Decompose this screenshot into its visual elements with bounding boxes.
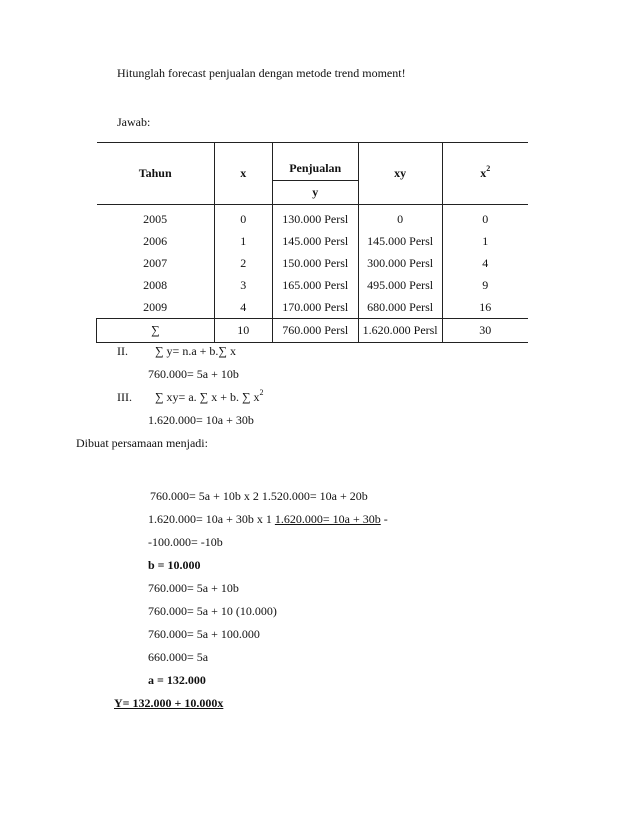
step-2-underlined: 1.620.000= 10a + 30b (274, 512, 381, 526)
table-row (97, 296, 529, 319)
cell-x2: 4 (482, 255, 489, 270)
cell-y: 145.000 Persl (272, 230, 358, 252)
cell-x2: 16 (479, 299, 492, 314)
cell-x2: 9 (482, 277, 489, 292)
sum-y: 760.000 Persl (272, 319, 358, 343)
equation-number-ii: II. (117, 344, 128, 358)
table-row (97, 252, 529, 274)
cell-x: 4 (214, 296, 272, 319)
cell-xy: 680.000 Persl (358, 296, 442, 319)
sum-xy: 1.620.000 Persl (358, 319, 442, 343)
equation-ii-substituted: 760.000= 5a + 10b (148, 367, 239, 381)
step-4-b-value: b = 10.000 (148, 558, 201, 572)
header-y: y (272, 181, 358, 205)
equation-ii: ∑ y= n.a + b.∑ x (155, 344, 236, 358)
cell-tahun: 2006 (97, 230, 215, 252)
header-xy: xy (358, 143, 442, 205)
final-equation: Y= 132.000 + 10.000x (114, 696, 224, 710)
step-3: -100.000= -10b (148, 535, 223, 549)
cell-xy: 0 (358, 205, 442, 231)
cell-x2: 1 (482, 233, 489, 248)
table-row (97, 230, 529, 252)
equation-iii: ∑ xy= a. ∑ x + b. ∑ $x^2$ (155, 388, 264, 404)
header-x: x (214, 143, 272, 205)
cell-tahun: 2008 (97, 274, 215, 296)
table-row (97, 205, 529, 231)
step-2: 1.620.000= 10a + 30b x 1 1.620.000= 10a + 30b - (148, 512, 388, 526)
answer-label: Jawab: (117, 115, 151, 129)
equation-number-iii: III. (117, 390, 132, 404)
cell-tahun: 2005 (97, 205, 215, 231)
cell-x: 3 (214, 274, 272, 296)
header-penjualan: Penjualan (272, 143, 358, 181)
table-sum-row (97, 319, 529, 343)
step-8: 660.000= 5a (148, 650, 209, 664)
table-row (97, 274, 529, 296)
derived-label: Dibuat persamaan menjadi: (76, 436, 208, 450)
cell-x: 2 (214, 252, 272, 274)
cell-x: 1 (214, 230, 272, 252)
sum-x: 10 (214, 319, 272, 343)
cell-xy: 495.000 Persl (358, 274, 442, 296)
header-tahun: Tahun (97, 143, 215, 205)
cell-x: 0 (214, 205, 272, 231)
sum-tahun: ∑ (97, 319, 215, 343)
intro-text: Hitunglah forecast penjualan dengan metode trend moment! (117, 66, 406, 80)
step-9-a-value: a = 132.000 (148, 673, 206, 687)
header-x2: $x^2$ (442, 143, 528, 205)
cell-xy: 300.000 Persl (358, 252, 442, 274)
step-6: 760.000= 5a + 10 (10.000) (148, 604, 277, 618)
trend-table (96, 142, 528, 343)
cell-y: 130.000 Persl (272, 205, 358, 231)
cell-x2: 0 (482, 211, 489, 226)
step-5: 760.000= 5a + 10b (148, 581, 239, 595)
cell-y: 170.000 Persl (272, 296, 358, 319)
sum-x2: 30 (442, 319, 528, 343)
cell-y: 150.000 Persl (272, 252, 358, 274)
step-7: 760.000= 5a + 100.000 (148, 627, 260, 641)
step-1: 760.000= 5a + 10b x 2 1.520.000= 10a + 20b (150, 489, 368, 503)
cell-tahun: 2007 (97, 252, 215, 274)
cell-xy: 145.000 Persl (358, 230, 442, 252)
cell-y: 165.000 Persl (272, 274, 358, 296)
cell-tahun: 2009 (97, 296, 215, 319)
equation-iii-substituted: 1.620.000= 10a + 30b (148, 413, 254, 427)
